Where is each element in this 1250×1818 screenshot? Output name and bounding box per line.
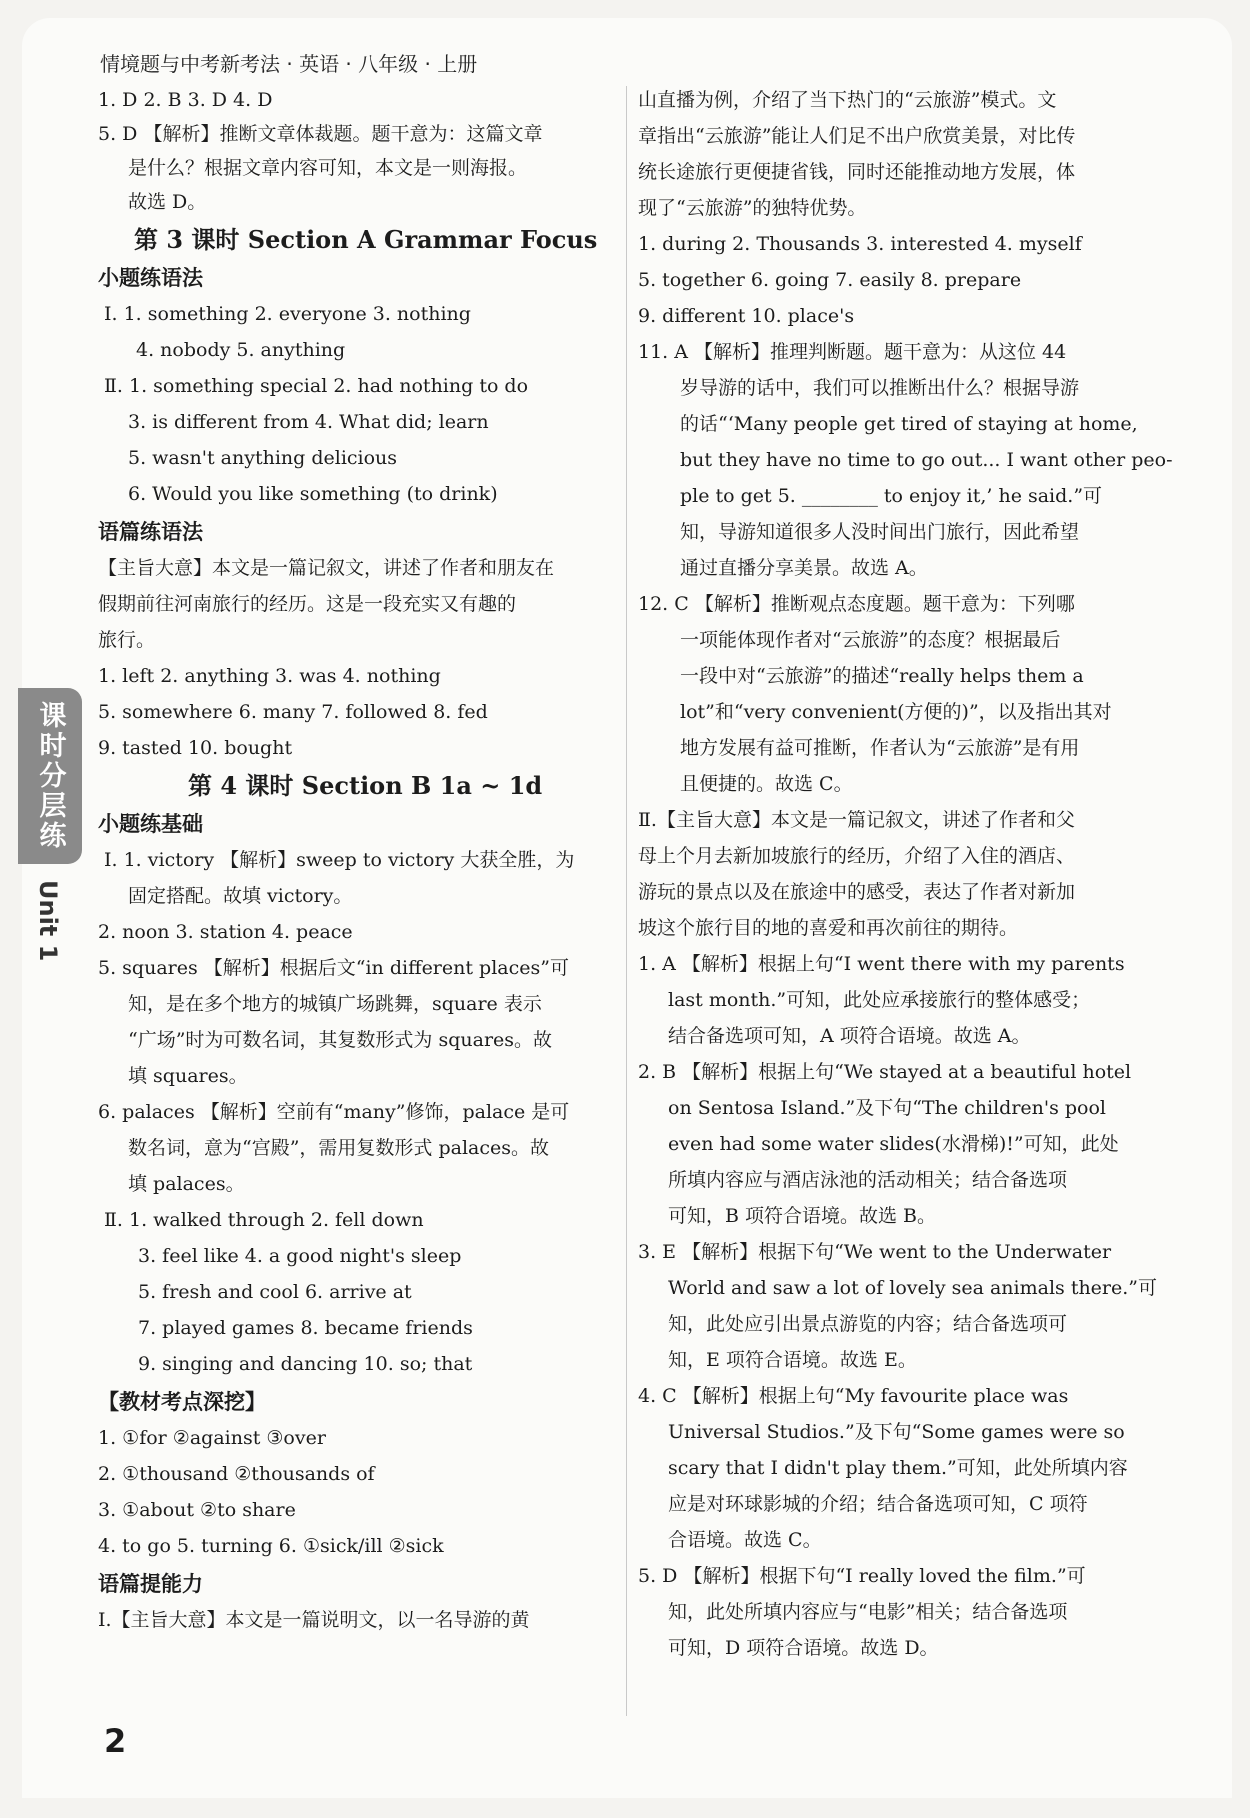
text-line: 3. feel like 4. a good night's sleep xyxy=(138,1245,462,1267)
text-line: 4. to go 5. turning 6. ①sick/ill ②sick xyxy=(98,1535,444,1557)
text-line: 岁导游的话中，我们可以推断出什么？根据导游 xyxy=(680,377,1080,399)
text-line: 旅行。 xyxy=(98,629,156,651)
text-line: 1. A 【解析】根据上句“I went there with my parents xyxy=(638,953,1125,975)
text-line: 可知，D 项符合语境。故选 D。 xyxy=(668,1637,939,1659)
text-line: 11. A 【解析】推理判断题。题干意为：从这位 44 xyxy=(638,341,1067,363)
unit-label: Unit 1 xyxy=(34,880,62,962)
text-line: 知，导游知道很多人没时间出门旅行，因此希望 xyxy=(680,521,1080,543)
text-line: 1. ①for ②against ③over xyxy=(98,1427,326,1449)
text-line: scary that I didn't play them.”可知，此处所填内容 xyxy=(668,1457,1128,1479)
side-tab xyxy=(18,688,82,864)
text-line: 5. wasn't anything delicious xyxy=(128,447,398,469)
text-line: even had some water slides(水滑梯)!”可知，此处 xyxy=(668,1133,1119,1155)
column-divider xyxy=(626,86,627,1716)
text-line: 知，此处应引出景点游览的内容；结合备选项可 xyxy=(668,1313,1068,1335)
text-line: 5. together 6. going 7. easily 8. prepare xyxy=(638,269,1022,291)
text-line: 2. B 【解析】根据上句“We stayed at a beautiful hotel xyxy=(638,1061,1132,1083)
text-line: ple to get 5. ________ to enjoy it,’ he said.”可 xyxy=(680,485,1103,507)
text-line: 5. D 【解析】推断文章体裁题。题干意为：这篇文章 xyxy=(98,123,543,145)
text-line: 数名词，意为“宫殿”，需用复数形式 palaces。故 xyxy=(128,1137,549,1159)
section-heading: 语篇练语法 xyxy=(98,520,203,544)
text-line: Ⅱ.【主旨大意】本文是一篇记叙文，讲述了作者和父 xyxy=(638,809,1075,831)
text-line: 7. played games 8. became friends xyxy=(138,1317,473,1339)
text-line: 填 palaces。 xyxy=(128,1173,245,1195)
text-line: 应是对环球影城的介绍；结合备选项可知，C 项符 xyxy=(668,1493,1088,1515)
text-line: World and saw a lot of lovely sea animals there.”可 xyxy=(668,1277,1158,1299)
text-line: 5. squares 【解析】根据后文“in different places”可 xyxy=(98,957,569,979)
text-line: lot”和“very convenient(方便的)”，以及指出其对 xyxy=(680,701,1112,723)
text-line: 母上个月去新加坡旅行的经历，介绍了入住的酒店、 xyxy=(638,845,1076,867)
text-line: 12. C 【解析】推断观点态度题。题干意为：下列哪 xyxy=(638,593,1075,615)
text-line: 地方发展有益可推断，作者认为“云旅游”是有用 xyxy=(680,737,1080,759)
text-line: 2. noon 3. station 4. peace xyxy=(98,921,353,943)
text-line: 9. tasted 10. bought xyxy=(98,737,293,759)
text-line: 所填内容应与酒店泳池的活动相关；结合备选项 xyxy=(668,1169,1068,1191)
text-line: 的话“‘Many people get tired of staying at home, xyxy=(680,413,1138,435)
section-heading: 第 4 课时 Section B 1a ~ 1d xyxy=(188,771,543,800)
text-line: Ⅰ. 1. something 2. everyone 3. nothing xyxy=(104,303,471,325)
text-line: 游玩的景点以及在旅途中的感受，表达了作者对新加 xyxy=(638,881,1076,903)
section-heading: 语篇提能力 xyxy=(98,1572,203,1596)
text-line: 9. different 10. place's xyxy=(638,305,855,327)
text-line: but they have no time to go out... I want other peo- xyxy=(680,449,1173,471)
section-heading: 小题练基础 xyxy=(98,812,203,836)
text-line: 知，是在多个地方的城镇广场跳舞，square 表示 xyxy=(128,993,542,1015)
text-line: last month.”可知，此处应承接旅行的整体感受； xyxy=(668,989,1091,1011)
text-line: on Sentosa Island.”及下句“The children's pool xyxy=(668,1097,1107,1119)
side-tab-label: 课时分层练 xyxy=(34,701,66,851)
text-line: “广场”时为可数名词，其复数形式为 squares。故 xyxy=(128,1029,553,1051)
text-line: 6. Would you like something (to drink) xyxy=(128,483,498,505)
section-heading: 第 3 课时 Section A Grammar Focus xyxy=(134,225,598,254)
text-line: 2. ①thousand ②thousands of xyxy=(98,1463,375,1485)
text-line: 3. is different from 4. What did; learn xyxy=(128,411,489,433)
text-line: Ⅰ.【主旨大意】本文是一篇说明文，以一名导游的黄 xyxy=(98,1609,530,1631)
text-line: 结合备选项可知，A 项符合语境。故选 A。 xyxy=(668,1025,1031,1047)
text-line: 通过直播分享美景。故选 A。 xyxy=(680,557,928,579)
text-line: 知，E 项符合语境。故选 E。 xyxy=(668,1349,917,1371)
text-line: 9. singing and dancing 10. so; that xyxy=(138,1353,473,1375)
text-line: 5. fresh and cool 6. arrive at xyxy=(138,1281,412,1303)
text-line: 章指出“云旅游”能让人们足不出户欣赏美景，对比传 xyxy=(638,125,1076,147)
text-line: 3. E 【解析】根据下句“We went to the Underwater xyxy=(638,1241,1112,1263)
page-header: 情境题与中考新考法 · 英语 · 八年级 · 上册 xyxy=(100,52,478,76)
text-line: 4. nobody 5. anything xyxy=(136,339,346,361)
text-line: 可知，B 项符合语境。故选 B。 xyxy=(668,1205,937,1227)
text-line: Universal Studios.”及下句“Some games were so xyxy=(668,1421,1125,1443)
text-line: 且便捷的。故选 C。 xyxy=(680,773,853,795)
text-line: 1. left 2. anything 3. was 4. nothing xyxy=(98,665,441,687)
text-line: 知，此处所填内容应与“电影”相关；结合备选项 xyxy=(668,1601,1068,1623)
text-line: 坡这个旅行目的地的喜爱和再次前往的期待。 xyxy=(638,917,1019,939)
text-line: 山直播为例，介绍了当下热门的“云旅游”模式。文 xyxy=(638,89,1057,111)
text-line: 固定搭配。故填 victory。 xyxy=(128,885,353,907)
text-line: 故选 D。 xyxy=(128,191,207,213)
text-line: 合语境。故选 C。 xyxy=(668,1529,822,1551)
text-line: 5. D 【解析】根据下句“I really loved the film.”可 xyxy=(638,1565,1086,1587)
text-line: Ⅱ. 1. walked through 2. fell down xyxy=(104,1209,424,1231)
text-line: 一项能体现作者对“云旅游”的态度？根据最后 xyxy=(680,629,1061,651)
text-line: Ⅰ. 1. victory 【解析】sweep to victory 大获全胜，为 xyxy=(104,849,575,871)
text-line: 现了“云旅游”的独特优势。 xyxy=(638,197,867,219)
text-line: 1. during 2. Thousands 3. interested 4. myself xyxy=(638,233,1082,255)
page-number: 2 xyxy=(104,1722,127,1760)
text-line: 一段中对“云旅游”的描述“really helps them a xyxy=(680,665,1084,687)
text-line: 【主旨大意】本文是一篇记叙文，讲述了作者和朋友在 xyxy=(98,557,555,579)
text-line: 是什么？根据文章内容可知，本文是一则海报。 xyxy=(128,157,528,179)
text-line: 6. palaces 【解析】空前有“many”修饰，palace 是可 xyxy=(98,1101,570,1123)
text-line: 1. D 2. B 3. D 4. D xyxy=(98,89,273,111)
text-line: Ⅱ. 1. something special 2. had nothing to do xyxy=(104,375,529,397)
section-heading: 【教材考点深挖】 xyxy=(98,1390,266,1414)
text-line: 填 squares。 xyxy=(128,1065,248,1087)
text-line: 4. C 【解析】根据上句“My favourite place was xyxy=(638,1385,1069,1407)
text-line: 统长途旅行更便捷省钱，同时还能推动地方发展，体 xyxy=(638,161,1076,183)
text-line: 假期前往河南旅行的经历。这是一段充实又有趣的 xyxy=(98,593,517,615)
section-heading: 小题练语法 xyxy=(98,266,203,290)
text-line: 3. ①about ②to share xyxy=(98,1499,296,1521)
text-line: 5. somewhere 6. many 7. followed 8. fed xyxy=(98,701,488,723)
